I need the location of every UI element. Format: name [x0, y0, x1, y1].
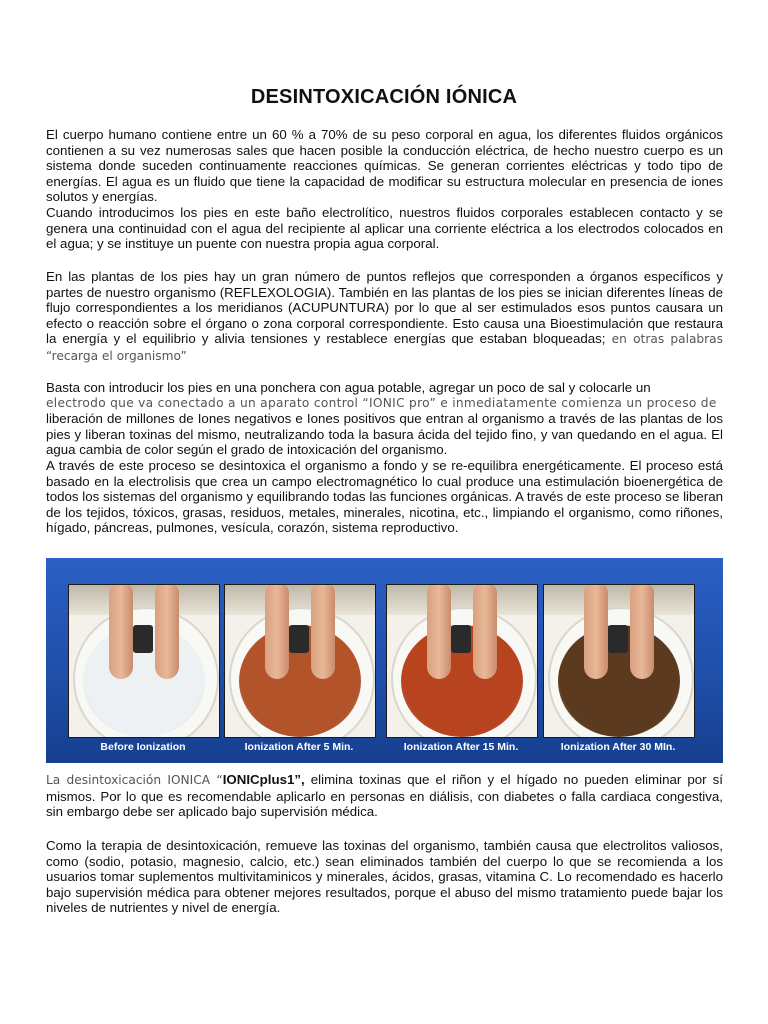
ionicplus-intro: La desintoxicación IONICA “ — [46, 773, 223, 787]
product-name: IONICplus1”, — [222, 772, 305, 787]
photo-ionization-5min — [224, 584, 376, 738]
right-leg — [155, 584, 179, 679]
reflexology-paragraph — [46, 269, 723, 365]
process-text-1: Basta con introducir los pies en una ponchera con agua potable, agregar un poco de sal y colocarle un — [46, 380, 651, 395]
caption-15min: Ionization After 15 Min. — [403, 741, 519, 753]
process-text-4: A través de este proceso se desintoxica el organismo a fondo y se re-equilibra energéticamente. El proceso está basado en la electrolisis que crea un campo electromagnético lo cual produce una estimulación bioenergética de todos los sistemas del organismo y equilibrando todas las funciones orgánicas. A través de este proceso se liberan de los tejidos, tóxicos, grasas, residuos, metales, minerales, nicotina, etc., limpiando el organismo, como riñones, hígado, páncreas, pulmones, vesícula, corazón, sistema reproductivo. — [46, 457, 723, 536]
process-paragraph — [46, 380, 723, 536]
intro-text-2: Cuando introducimos los pies en este baño electrolítico, nuestros fluidos corporales establecen contacto y se genera una continuidad con el agua del recipiente al aplicar una corriente eléctrica a los electrodos colocados en el agua; y se instituye un puente con nuestra propia agua corporal. — [46, 204, 723, 252]
process-text-3: liberación de millones de Iones negativos e Iones positivos que entran al organismo a través de las plantas de los pies y liberan toxinas del mismo, neutralizando toda la basura ácida del tejido fino, y van quedando en el agua. El agua cambia de color según el grado de intoxicación del organismo. — [46, 411, 723, 458]
therapy-paragraph — [46, 838, 723, 916]
reflexology-quote: en otras palabras “recarga el organismo” — [46, 332, 723, 363]
ionicplus-paragraph — [46, 772, 723, 820]
photo-ionization-30min — [543, 584, 695, 738]
intro-paragraph — [46, 127, 723, 252]
photo-ionization-15min — [386, 584, 538, 738]
caption-5min: Ionization After 5 Min. — [244, 741, 354, 753]
process-text-2: electrodo que va conectado a un aparato control “IONIC pro” e inmediatamente comienza un proceso de — [46, 395, 717, 410]
ionicplus-text: elimina toxinas que el riñon y el hígado no pueden eliminar por sí mismos. Por lo que es recomendable aplicarlo en personas en diálisis, con diabetes o falla cardiaca congestiva, sin embargo debe ser aplicado bajo supervisión médica. — [46, 772, 724, 820]
page-title: DESINTOXICACIÓN IÓNICA — [250, 86, 518, 108]
therapy-text: Como la terapia de desintoxicación, remueve las toxinas del organismo, también causa que electrolitos valiosos, como (sodio, potasio, magnesio, calcio, etc.) sean eliminados también del cuerpo lo que se recomienda a los usuarios tomar suplementos multivitaminicos y minerales, ácidos, grasas, vitamina C. Lo recomendado es hacerlo bajo supervisión médica para obtener mejores resultados, porque el abuso del mismo tratamiento puede bajar los niveles de nutrientes y nivel de energía. — [46, 838, 723, 916]
intro-text-1: El cuerpo humano contiene entre un 60 % a 70% de su peso corporal en agua, los diferentes fluidos orgánicos contienen a su vez numerosas sales que hacen posible la conducción eléctrica, de hecho nuestro cuerpo es un sistema donde suceden continuamente reacciones químicas. Se generan corrientes eléctricas y todo tipo de energías. El agua es un fluido que tiene la capacidad de modificar su estructura molecular en presencia de iones solutos y energías. — [46, 127, 723, 205]
photo-before-ionization — [68, 584, 220, 738]
caption-before: Before Ionization — [100, 741, 186, 753]
reflexology-text: En las plantas de los pies hay un gran número de puntos reflejos que corresponden a órganos específicos y partes de nuestro organismo (REFLEXOLOGIA). También en las plantas de los pies se inician diferentes líneas de flujo correspondientes a los meridianos (ACUPUNTURA) por lo que al ser estimulados esos puntos causara un efecto o reacción sobre el órgano o zona corporal correspondiente. Esto causa una Bioestimulación que restaura la energía y el equilibrio y alivia tensiones y restablece energías que estaban bloqueadas; — [46, 269, 723, 347]
caption-30min: Ionization After 30 MIn. — [560, 741, 676, 753]
ionization-photo-strip — [46, 558, 723, 763]
left-leg — [109, 584, 133, 679]
electrode-unit — [133, 625, 153, 653]
